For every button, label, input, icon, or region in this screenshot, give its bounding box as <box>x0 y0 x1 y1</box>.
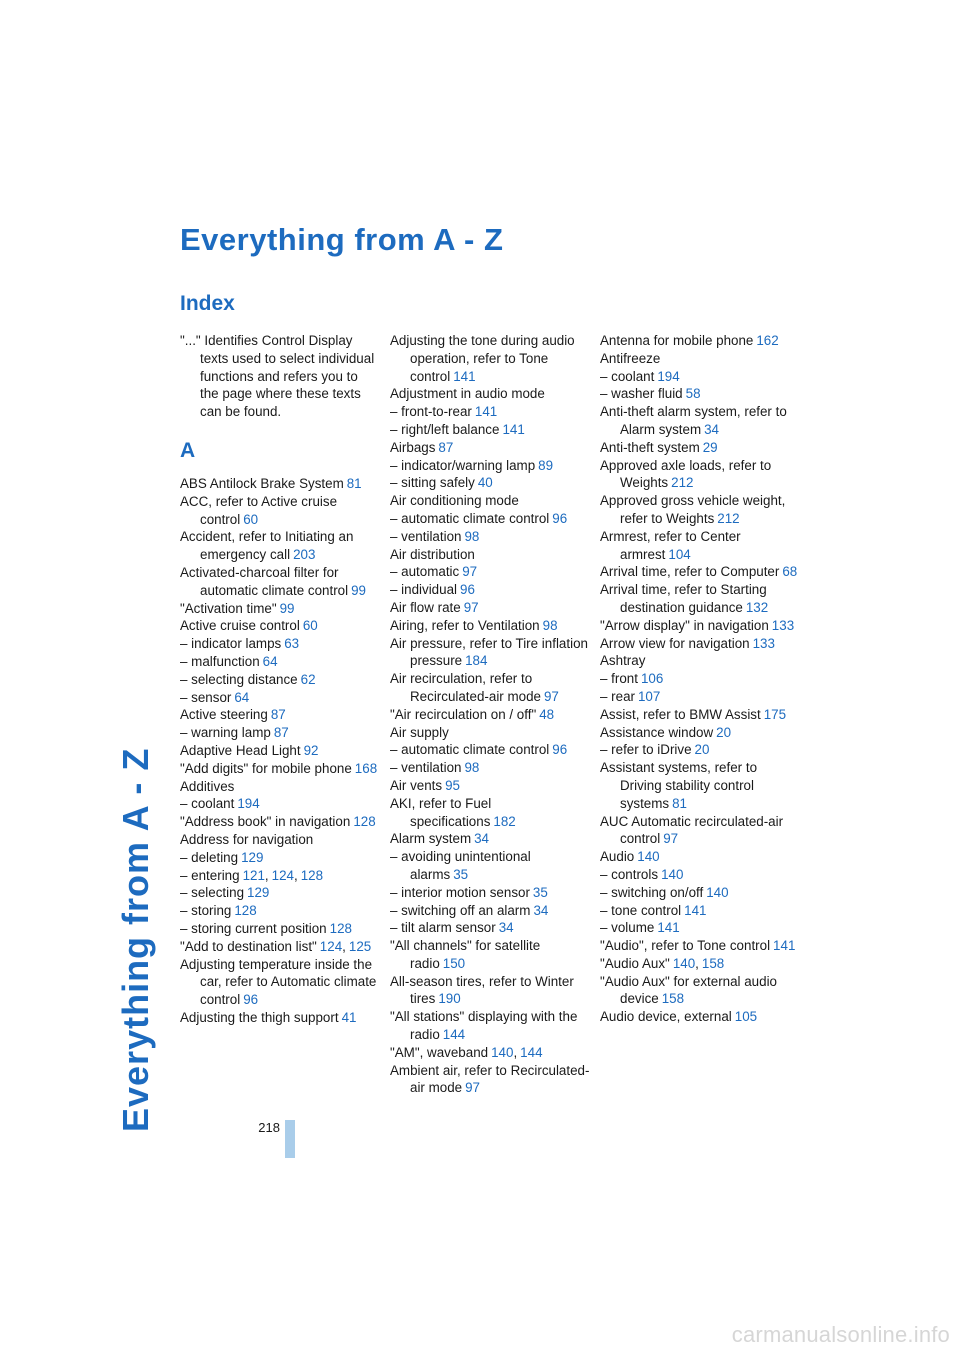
page-ref-link[interactable]: 96 <box>243 992 259 1008</box>
index-entry-text: – switching on/off <box>600 884 704 900</box>
index-entry-text: – storing current position <box>180 920 327 936</box>
page-ref-link[interactable]: 34 <box>533 902 549 918</box>
page-ref-link[interactable]: 140 <box>661 866 684 882</box>
index-entry <box>180 867 380 885</box>
page-ref-link[interactable]: 133 <box>771 617 795 633</box>
index-entry-text: – ventilation <box>390 528 462 544</box>
page-ref-link[interactable]: 121 <box>242 867 265 883</box>
index-entry <box>600 973 800 1009</box>
index-entry-text: – switching off an alarm <box>390 902 531 918</box>
index-column-3 <box>600 332 800 1026</box>
page-ref-link[interactable]: 41 <box>341 1009 357 1025</box>
page-ref-link[interactable]: 141 <box>502 421 525 437</box>
page-ref-link[interactable]: 184 <box>465 653 488 669</box>
index-entry <box>390 777 590 795</box>
page-ref-separator: , <box>293 867 298 883</box>
index-entry-text: "Audio", refer to Tone control <box>600 938 771 954</box>
index-entry <box>180 938 380 956</box>
index-entry <box>390 884 590 902</box>
page-ref-link[interactable]: 128 <box>300 867 324 883</box>
index-entry <box>390 332 590 385</box>
page-ref-link[interactable]: 97 <box>462 564 478 580</box>
index-entry <box>600 919 800 937</box>
index-entry-text: ACC, refer to Active cruise control <box>180 493 338 527</box>
page-ref-link[interactable]: 105 <box>734 1009 758 1025</box>
page-ref-link[interactable]: 140 <box>706 884 729 900</box>
page-ref-link[interactable]: 162 <box>756 333 779 348</box>
index-entry-text: ABS Antilock Brake System <box>180 475 344 491</box>
page-title: Everything from A - Z <box>180 222 504 257</box>
page-ref-link[interactable]: 98 <box>542 617 558 633</box>
index-entry-text: "Address book" in navigation <box>180 814 351 830</box>
page-ref-link[interactable]: 62 <box>300 671 316 687</box>
index-entry-text: – tone control <box>600 902 682 918</box>
index-entry-text: – interior motion sensor <box>390 884 530 900</box>
index-entry <box>180 778 380 796</box>
page-ref-link[interactable]: 141 <box>474 404 498 420</box>
index-entry <box>600 492 800 528</box>
index-entry-text: Air flow rate <box>390 599 461 615</box>
index-entry <box>600 955 800 973</box>
page-ref-link[interactable]: 40 <box>477 475 493 491</box>
index-entry-text: – deleting <box>180 849 239 865</box>
index-entry-text: Ashtray <box>600 653 646 669</box>
index-entry-text: Active steering <box>180 707 268 723</box>
index-entry <box>390 492 590 510</box>
page-ref-link[interactable]: 64 <box>234 689 250 705</box>
page-ref-link[interactable]: 107 <box>637 688 661 704</box>
page-ref-link[interactable]: 140 <box>672 955 696 971</box>
index-entry-text: – indicator/warning lamp <box>390 457 536 473</box>
index-entry <box>390 617 590 635</box>
page-ref-link[interactable]: 48 <box>539 706 555 722</box>
index-entry <box>180 671 380 689</box>
index-entry-text: – front <box>600 671 638 687</box>
index-entry-text: – entering <box>180 867 240 883</box>
page-ref-link[interactable]: 104 <box>668 546 691 562</box>
index-letter-heading: A <box>180 438 196 462</box>
page-ref-separator: , <box>513 1044 518 1060</box>
index-entry <box>390 421 590 439</box>
page-ref-link[interactable]: 124 <box>319 938 343 954</box>
index-entry <box>390 830 590 848</box>
page-ref-separator: , <box>264 867 269 883</box>
page-ref-link[interactable]: 96 <box>552 742 568 758</box>
index-entry <box>390 919 590 937</box>
index-entry <box>180 653 380 671</box>
index-entry-text: Audio <box>600 849 635 865</box>
index-entry <box>600 350 800 368</box>
index-entry-text: Air recirculation, refer to Recirculated-air mode <box>390 671 541 704</box>
page-ref-separator: , <box>342 938 346 954</box>
index-entry <box>180 332 380 421</box>
page-ref-link[interactable]: 97 <box>543 688 559 704</box>
page-ref-link[interactable]: 98 <box>464 760 480 776</box>
page-ref-link[interactable]: 68 <box>782 564 798 580</box>
index-entry-text: Airbags <box>390 439 436 455</box>
index-entry <box>390 706 590 724</box>
index-entry-text: Activated-charcoal filter for automatic climate control <box>180 564 349 598</box>
index-entry-text: Arrival time, refer to Starting destination guidance <box>600 582 767 615</box>
page-ref-link[interactable]: 95 <box>445 777 460 793</box>
page-ref-link[interactable]: 140 <box>491 1044 514 1060</box>
page-ref-link[interactable]: 96 <box>552 510 568 526</box>
page-ref-link[interactable]: 128 <box>234 903 257 919</box>
index-entry <box>600 403 800 439</box>
index-entry <box>390 563 590 581</box>
page-ref-link[interactable]: 81 <box>346 475 362 491</box>
page-ref-link[interactable]: 144 <box>442 1027 466 1043</box>
index-entry-text: – malfunction <box>180 653 260 669</box>
page-ref-link[interactable]: 141 <box>453 368 476 384</box>
index-entry <box>600 902 800 920</box>
page-ref-link[interactable]: 194 <box>657 368 680 384</box>
index-entry-text: Anti-theft system <box>600 439 700 455</box>
side-title: Everything from A - Z <box>115 747 156 1132</box>
section-title: Index <box>180 292 235 315</box>
index-entry-text: – sitting safely <box>390 475 475 491</box>
index-entry-text: – rear <box>600 688 635 704</box>
page-ref-link[interactable]: 87 <box>273 725 289 741</box>
index-entry <box>390 848 590 884</box>
page-ref-link[interactable]: 194 <box>237 796 260 812</box>
index-entry-text: – automatic climate control <box>390 510 550 526</box>
index-entry-text: Arrival time, refer to Computer <box>600 564 780 580</box>
index-entry <box>600 635 800 653</box>
index-entry-text: Assistant systems, refer to Driving stability control systems <box>600 760 758 811</box>
page-ref-link[interactable]: 64 <box>262 653 278 669</box>
index-entry <box>180 724 380 742</box>
page-ref-link[interactable]: 63 <box>284 636 300 652</box>
index-entry-text: Anti-theft alarm system, refer to Alarm system <box>600 404 787 437</box>
page-ref-link[interactable]: 58 <box>685 386 701 402</box>
index-entry <box>600 688 800 706</box>
page-ref-link[interactable]: 128 <box>353 814 376 830</box>
page-ref-link[interactable]: 81 <box>672 795 688 811</box>
index-entry-text: Accident, refer to Initiating an emergency call <box>180 529 354 563</box>
index-entry <box>600 759 800 812</box>
index-entry-text: – warning lamp <box>180 725 271 741</box>
index-entry-text: – automatic climate control <box>390 742 550 758</box>
page-ref-link[interactable]: 89 <box>538 457 554 473</box>
page-ref-link[interactable]: 97 <box>465 1080 481 1096</box>
index-entry-text: – sensor <box>180 689 232 705</box>
index-entry-text: Ambient air, refer to Recirculated-air mode <box>390 1062 590 1096</box>
index-entry <box>600 528 800 564</box>
page-ref-link[interactable]: 190 <box>438 991 461 1007</box>
index-entry-text: AUC Automatic recirculated-air control <box>600 813 784 847</box>
index-entry-text: Adaptive Head Light <box>180 742 301 758</box>
index-entry <box>180 528 380 564</box>
index-entry-text: – avoiding unintentional alarms <box>390 849 531 882</box>
index-entry <box>390 403 590 421</box>
index-entry <box>180 813 380 831</box>
page-ref-link[interactable]: 34 <box>474 831 490 847</box>
page-ref-link[interactable]: 20 <box>716 724 732 740</box>
index-entry <box>600 1008 800 1026</box>
index-entry <box>600 724 800 742</box>
page-ref-link[interactable]: 60 <box>302 618 318 634</box>
index-entry <box>390 973 590 1009</box>
index-entry <box>600 563 800 581</box>
page-ref-link[interactable]: 35 <box>532 884 548 900</box>
index-entry <box>600 385 800 403</box>
index-entry <box>390 510 590 528</box>
index-entry <box>180 956 380 1009</box>
page-ref-separator: , <box>695 955 699 971</box>
index-entry <box>390 1062 590 1098</box>
index-column-2 <box>390 332 590 1097</box>
index-entry-text: "Audio Aux" for external audio device <box>600 973 778 1007</box>
index-entry <box>180 831 380 849</box>
index-entry-text: Air vents <box>390 777 443 793</box>
index-entry <box>390 635 590 671</box>
index-entry-text: "AM", waveband <box>390 1044 489 1060</box>
index-entry <box>600 332 800 350</box>
index-entry-text: – ventilation <box>390 760 462 776</box>
index-entry-text: – refer to iDrive <box>600 742 692 758</box>
page-ref-link[interactable]: 99 <box>351 582 367 598</box>
index-entry-text: – controls <box>600 866 659 882</box>
index-entry-text: – front-to-rear <box>390 404 472 420</box>
index-entry-text: – volume <box>600 920 655 936</box>
index-entry <box>600 368 800 386</box>
index-entry-text: – coolant <box>180 796 235 812</box>
page-ref-link[interactable]: 29 <box>702 439 718 455</box>
index-entry-text: "All stations" displaying with the radio <box>390 1009 578 1043</box>
page-ref-link[interactable]: 99 <box>279 600 295 616</box>
page-ref-link[interactable]: 168 <box>354 760 378 776</box>
index-entry <box>600 457 800 493</box>
index-entry-text: Additives <box>180 778 235 794</box>
index-entry <box>390 759 590 777</box>
index-entry <box>390 457 590 475</box>
index-entry-text: AKI, refer to Fuel specifications <box>390 795 492 829</box>
index-entry-text: All-season tires, refer to Winter tires <box>390 973 574 1007</box>
index-entry-text: Adjustment in audio mode <box>390 386 545 402</box>
index-entry-text: "Activation time" <box>180 600 277 616</box>
index-entry-text: Audio device, external <box>600 1009 732 1025</box>
index-entry <box>180 564 380 600</box>
page-ref-link[interactable]: 20 <box>694 742 710 758</box>
page-ref-link[interactable]: 158 <box>661 991 685 1007</box>
index-entry-text: – selecting distance <box>180 671 298 687</box>
index-entry <box>600 617 800 635</box>
index-entry-text: Arrow view for navigation <box>600 635 750 651</box>
index-entry <box>600 581 800 617</box>
index-entry-text: Armrest, refer to Center armrest <box>600 528 741 562</box>
index-entry-text: – indicator lamps <box>180 636 282 652</box>
index-entry <box>600 937 800 955</box>
index-entry <box>390 474 590 492</box>
index-entry-text: Approved gross vehicle weight, refer to Weights <box>600 493 786 526</box>
index-entry-text: Air distribution <box>390 546 475 562</box>
index-entry <box>390 528 590 546</box>
index-entry-text: Alarm system <box>390 831 472 847</box>
page-ref-link[interactable]: 141 <box>684 902 707 918</box>
page-ref-link[interactable]: 124 <box>271 867 294 883</box>
index-entry <box>180 849 380 867</box>
page-ref-link[interactable]: 133 <box>752 635 775 651</box>
page-ref-link[interactable]: 144 <box>520 1044 543 1060</box>
index-entry-text: – washer fluid <box>600 386 683 402</box>
page-ref-link[interactable]: 97 <box>663 831 679 847</box>
page-ref-link[interactable]: 60 <box>243 511 259 527</box>
page-ref-link[interactable]: 203 <box>293 547 316 563</box>
page-ref-link[interactable]: 141 <box>657 920 680 936</box>
page-ref-link[interactable]: 34 <box>498 920 514 936</box>
index-entry-text: Airing, refer to Ventilation <box>390 617 540 633</box>
index-entry-text: Antifreeze <box>600 350 661 366</box>
page-ref-link[interactable]: 35 <box>453 866 469 882</box>
index-entry-text: – individual <box>390 582 457 598</box>
index-entry-text: "Air recirculation on / off" <box>390 706 537 722</box>
index-entry-text: Air pressure, refer to Tire inflation pressure <box>390 635 588 669</box>
index-entry <box>600 652 800 670</box>
page-ref-link[interactable]: 150 <box>442 955 466 971</box>
index-entry <box>600 884 800 902</box>
index-entry-text: – automatic <box>390 564 460 580</box>
index-entry-text: Assist, refer to BMW Assist <box>600 706 761 722</box>
index-entry-text: Air supply <box>390 724 449 740</box>
index-entry-text: Antenna for mobile phone <box>600 333 754 348</box>
index-entry-text: Adjusting the tone during audio operation, refer to Tone control <box>390 333 575 384</box>
index-entry <box>180 1009 380 1027</box>
index-entry-text: Active cruise control <box>180 618 300 634</box>
index-entry <box>600 866 800 884</box>
page-ref-link[interactable]: 182 <box>493 813 516 829</box>
index-entry-text: "Arrow display" in navigation <box>600 617 769 633</box>
index-entry-text: Air conditioning mode <box>390 493 519 509</box>
page-ref-link[interactable]: 129 <box>247 885 270 901</box>
index-entry <box>600 813 800 849</box>
page-ref-link[interactable]: 175 <box>763 706 787 722</box>
index-entry-text: Approved axle loads, refer to Weights <box>600 457 772 491</box>
index-entry <box>180 742 380 760</box>
index-entry <box>180 760 380 778</box>
index-entry <box>390 1044 590 1062</box>
index-entry-text: Adjusting the thigh support <box>180 1009 339 1025</box>
watermark: carmanualsonline.info <box>731 1322 950 1347</box>
index-entry <box>180 884 380 902</box>
index-entry-text: "Add digits" for mobile phone <box>180 760 352 776</box>
index-entry <box>390 385 590 403</box>
index-entry <box>390 795 590 831</box>
index-entry <box>600 706 800 724</box>
index-entry <box>390 599 590 617</box>
page-ref-link[interactable]: 96 <box>460 582 475 598</box>
page-number: 218 <box>258 1120 280 1135</box>
page-marker-bar <box>285 1120 295 1158</box>
index-entry-text: – tilt alarm sensor <box>390 920 496 936</box>
index-entry <box>180 795 380 813</box>
index-entry <box>390 937 590 973</box>
index-entry-text: "..." Identifies Control Display texts used to select individual functions and refers you to the page where these texts can be found. <box>180 333 375 420</box>
index-entry <box>180 635 380 653</box>
index-entry <box>600 848 800 866</box>
index-entry <box>180 493 380 529</box>
index-entry <box>180 689 380 707</box>
page-ref-link[interactable]: 34 <box>704 421 720 437</box>
index-entry <box>600 670 800 688</box>
index-entry <box>180 920 380 938</box>
index-entry-text: – selecting <box>180 885 245 901</box>
page-ref-link[interactable]: 97 <box>463 599 479 615</box>
index-entry-text: Adjusting temperature inside the car, refer to Automatic climate control <box>180 956 377 1008</box>
index-entry-text: – storing <box>180 903 232 919</box>
page-ref-link[interactable]: 87 <box>270 707 286 723</box>
index-entry-text: – right/left balance <box>390 421 500 437</box>
page-ref-link[interactable]: 212 <box>717 510 740 526</box>
index-entry <box>180 600 380 618</box>
index-entry <box>180 706 380 724</box>
index-entry-text: "Add to destination list" <box>180 938 317 954</box>
index-entry <box>390 546 590 564</box>
index-entry <box>390 670 590 706</box>
index-entry <box>390 1008 590 1044</box>
page-ref-link[interactable]: 98 <box>464 528 480 544</box>
page-ref-link[interactable]: 92 <box>303 742 319 758</box>
page-ref-link[interactable]: 132 <box>745 599 769 615</box>
index-entry <box>390 902 590 920</box>
index-entry-text: "Audio Aux" <box>600 955 670 971</box>
index-entry <box>390 439 590 457</box>
page-ref-link[interactable]: 140 <box>637 849 660 865</box>
page-ref-link[interactable]: 141 <box>773 938 796 954</box>
index-entry <box>600 741 800 759</box>
page-ref-link[interactable]: 87 <box>438 439 454 455</box>
page-ref-link[interactable]: 125 <box>348 938 372 954</box>
index-entry-text: Assistance window <box>600 724 714 740</box>
index-entry <box>180 902 380 920</box>
index-entry <box>600 439 800 457</box>
index-entry <box>390 724 590 742</box>
index-column-1 <box>180 332 380 1027</box>
index-entry <box>390 741 590 759</box>
index-entry <box>180 617 380 635</box>
page-ref-link[interactable]: 106 <box>640 671 664 687</box>
index-entry <box>390 581 590 599</box>
page-ref-link[interactable]: 128 <box>329 920 352 936</box>
index-entry-text: Address for navigation <box>180 831 314 847</box>
page-ref-link[interactable]: 129 <box>241 849 264 865</box>
page-ref-link[interactable]: 212 <box>671 475 694 491</box>
index-entry-text: – coolant <box>600 368 655 384</box>
index-entry-text: "All channels" for satellite radio <box>390 938 541 971</box>
index-entry <box>180 475 380 493</box>
page-ref-link[interactable]: 158 <box>701 955 725 971</box>
